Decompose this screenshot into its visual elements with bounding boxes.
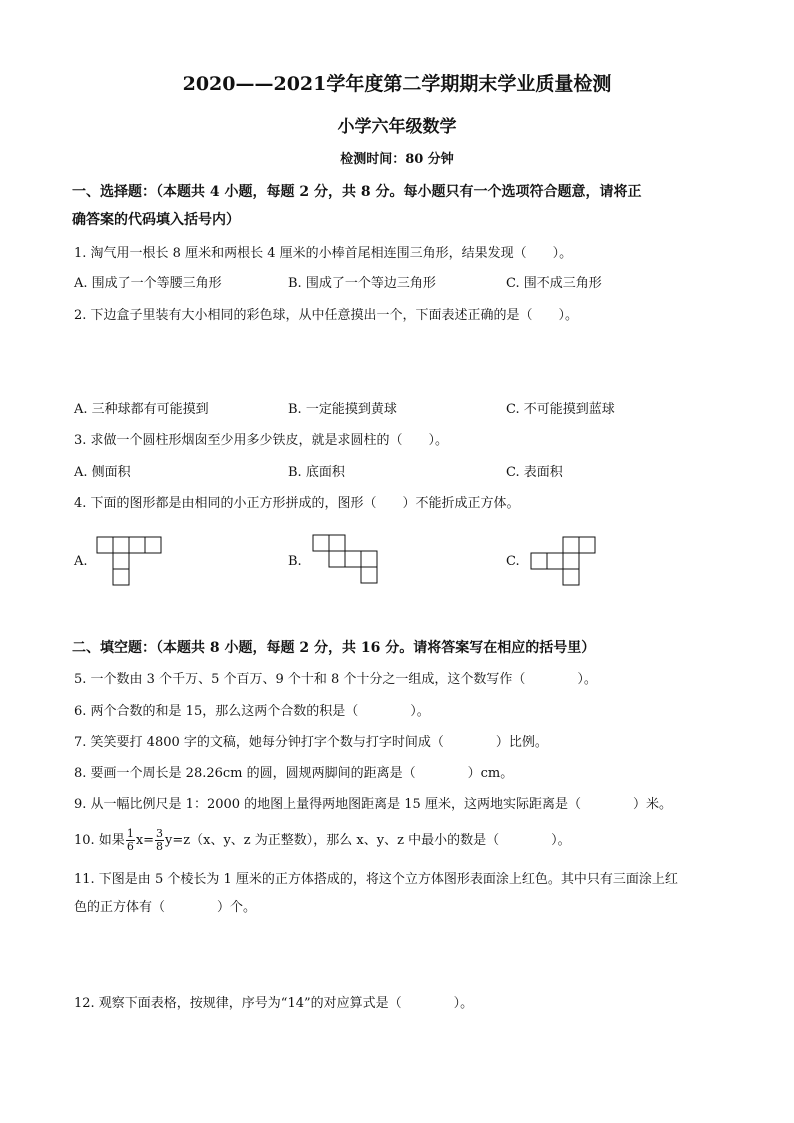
section2-heading: 二、填空题：（本题共 8 小题，每题 2 分，共 16 分。请将答案写在相应的括号里） bbox=[72, 640, 596, 656]
q2-option-a: A. 三种球都有可能摸到 bbox=[74, 402, 209, 417]
q4-option-b-label: B. bbox=[288, 554, 302, 569]
q10-mid: x= bbox=[135, 833, 155, 848]
question-10 bbox=[74, 826, 571, 856]
q4-option-c-label: C. bbox=[506, 554, 520, 569]
q10-fraction-2-numerator: 3 bbox=[156, 827, 164, 840]
question-8: 8. 要画一个周长是 28.26cm 的圆，圆规两脚间的距离是（ ）cm。 bbox=[74, 766, 514, 781]
q3-option-a: A. 侧面积 bbox=[74, 465, 131, 480]
q1-option-b: B. 围成了一个等边三角形 bbox=[288, 276, 436, 291]
q10-fraction-1 bbox=[126, 828, 135, 853]
section1-heading-line2: 确答案的代码填入括号内） bbox=[72, 212, 240, 228]
exam-duration: 检测时间：80 分钟 bbox=[340, 152, 454, 167]
exam-title: 2020——2021学年度第二学期期末学业质量检测 bbox=[182, 73, 612, 95]
question-11-line2: 色的正方体有（ ）个。 bbox=[74, 900, 257, 915]
q10-fraction-2-denominator: 8 bbox=[156, 840, 164, 853]
question-2: 2. 下边盒子里装有大小相同的彩色球，从中任意摸出一个，下面表述正确的是（ ）。 bbox=[74, 308, 579, 323]
question-11-line1: 11. 下图是由 5 个棱长为 1 厘米的正方体搭成的，将这个立方体图形表面涂上红色。其中只有三面涂上红 bbox=[74, 872, 678, 887]
question-5: 5. 一个数由 3 个千万、5 个百万、9 个十和 8 个十分之一组成，这个数写作（ ）。 bbox=[74, 672, 597, 687]
question-9: 9. 从一幅比例尺是 1：2000 的地图上量得两地图距离是 15 厘米，这两地实际距离是（ ）米。 bbox=[74, 797, 672, 812]
q3-option-b: B. 底面积 bbox=[288, 465, 345, 480]
question-12: 12. 观察下面表格，按规律，序号为“14”的对应算式是（ ）。 bbox=[74, 996, 474, 1011]
q3-option-c: C. 表面积 bbox=[506, 465, 563, 480]
q10-fraction-2 bbox=[155, 828, 164, 853]
q2-option-c: C. 不可能摸到蓝球 bbox=[506, 402, 615, 417]
cube-net-c-figure bbox=[530, 536, 598, 588]
question-6: 6. 两个合数的和是 15，那么这两个合数的积是（ ）。 bbox=[74, 704, 430, 719]
q1-option-a: A. 围成了一个等腰三角形 bbox=[74, 276, 222, 291]
question-3: 3. 求做一个圆柱形烟囱至少用多少铁皮，就是求圆柱的（ ）。 bbox=[74, 433, 449, 448]
cube-net-a-figure bbox=[96, 536, 164, 588]
exam-subtitle: 小学六年级数学 bbox=[337, 117, 457, 137]
q10-prefix: 10. 如果 bbox=[74, 833, 125, 848]
question-7: 7. 笑笑要打 4800 字的文稿，她每分钟打字个数与打字时间成（ ）比例。 bbox=[74, 735, 548, 750]
q10-fraction-1-numerator: 1 bbox=[126, 827, 134, 840]
question-1: 1. 淘气用一根长 8 厘米和两根长 4 厘米的小棒首尾相连围三角形，结果发现（ ）。 bbox=[74, 246, 573, 261]
section1-heading-line1: 一、选择题：（本题共 4 小题，每题 2 分，共 8 分。每小题只有一个选项符合题意，请将正 bbox=[72, 184, 642, 200]
cube-net-b-figure bbox=[312, 534, 380, 586]
q10-suffix: y=z（x、y、z 为正整数），那么 x、y、z 中最小的数是（ ）。 bbox=[165, 833, 571, 848]
q10-fraction-1-denominator: 6 bbox=[126, 840, 134, 853]
question-4: 4. 下面的图形都是由相同的小正方形拼成的，图形（ ）不能折成正方体。 bbox=[74, 496, 520, 511]
q2-option-b: B. 一定能摸到黄球 bbox=[288, 402, 397, 417]
q1-option-c: C. 围不成三角形 bbox=[506, 276, 602, 291]
q4-option-a-label: A. bbox=[74, 554, 88, 569]
